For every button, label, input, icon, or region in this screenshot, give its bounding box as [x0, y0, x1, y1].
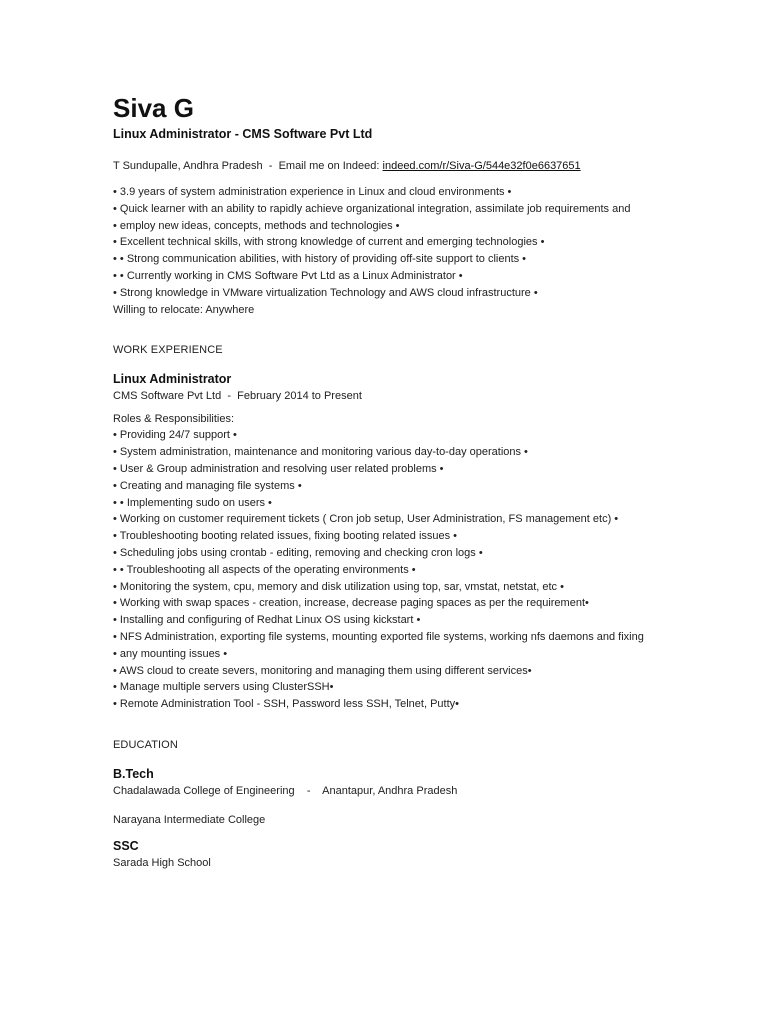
duty-item: • Working with swap spaces - creation, increase, decrease paging spaces as per the requirement•	[113, 597, 589, 610]
duty-item: • Remote Administration Tool - SSH, Password less SSH, Telnet, Putty•	[113, 698, 459, 711]
summary-item: • • Currently working in CMS Software Pvt Ltd as a Linux Administrator •	[113, 269, 463, 282]
duty-item: • Scheduling jobs using crontab - editing, removing and checking cron logs •	[113, 546, 483, 559]
education-separator: -	[306, 784, 311, 797]
duty-item: • System administration, maintenance and monitoring various day-to-day operations •	[113, 446, 528, 459]
duty-item: • User & Group administration and resolving user related problems •	[113, 462, 444, 475]
duty-item: • any mounting issues •	[113, 647, 228, 660]
summary-item: • employ new ideas, concepts, methods and technologies •	[113, 219, 400, 232]
school-name: Narayana Intermediate College	[113, 813, 266, 826]
duty-item: • Installing and configuring of Redhat Linux OS using kickstart •	[113, 614, 421, 627]
duties-list	[113, 427, 673, 713]
duty-item: • Creating and managing file systems •	[113, 479, 302, 492]
job-dates: February 2014 to Present	[237, 390, 362, 403]
email-label: Email me on Indeed:	[278, 160, 380, 172]
roles-label: Roles & Responsibilities:	[113, 413, 235, 426]
contact-line	[113, 158, 673, 174]
relocation-note: Willing to relocate: Anywhere	[113, 303, 255, 316]
job-company: CMS Software Pvt Ltd	[113, 390, 222, 403]
duty-item: • AWS cloud to create severs, monitoring and managing them using different services•	[113, 664, 532, 677]
resume-content	[113, 93, 673, 871]
duty-item: • • Troubleshooting all aspects of the operating environments •	[113, 563, 416, 576]
summary-item: • • Strong communication abilities, with history of providing off-site support to clients •	[113, 253, 527, 266]
duty-item: • Providing 24/7 support •	[113, 429, 237, 442]
job-separator: -	[227, 390, 232, 403]
duty-item: • NFS Administration, exporting file systems, mounting exported file systems, working nfs daemons and fixing	[113, 630, 644, 643]
candidate-headline: Linux Administrator - CMS Software Pvt Ltd	[113, 127, 373, 141]
duty-item: • Troubleshooting booting related issues, fixing booting related issues •	[113, 530, 458, 543]
school-name: Chadalawada College of Engineering	[113, 784, 295, 797]
summary-item: • Excellent technical skills, with strong knowledge of current and emerging technologies •	[113, 236, 545, 249]
school-location: Anantapur, Andhra Pradesh	[322, 784, 458, 797]
duty-item: • • Implementing sudo on users •	[113, 496, 272, 509]
candidate-name: Siva G	[113, 93, 194, 123]
summary-list	[113, 184, 673, 318]
education-heading: EDUCATION	[113, 738, 178, 751]
work-experience-heading: WORK EXPERIENCE	[113, 344, 223, 357]
job-meta	[113, 388, 673, 404]
duty-item: • Manage multiple servers using ClusterSSH•	[113, 681, 334, 694]
summary-item: • Strong knowledge in VMware virtualization Technology and AWS cloud infrastructure •	[113, 286, 538, 299]
degree-title: B.Tech	[113, 766, 154, 781]
duty-item: • Working on customer requirement tickets ( Cron job setup, User Administration, FS management etc) •	[113, 513, 619, 526]
contact-separator: -	[268, 160, 273, 172]
indeed-profile-link[interactable]: indeed.com/r/Siva-G/544e32f0e6637651	[382, 160, 581, 172]
degree-title: SSC	[113, 838, 139, 853]
job-title: Linux Administrator	[113, 372, 232, 387]
school-name: Sarada High School	[113, 856, 211, 869]
summary-item: • 3.9 years of system administration experience in Linux and cloud environments •	[113, 186, 512, 198]
summary-item: • Quick learner with an ability to rapidly achieve organizational integration, assimilate job requirements and	[113, 202, 631, 215]
education-meta	[113, 783, 673, 799]
duty-item: • Monitoring the system, cpu, memory and disk utilization using top, sar, vmstat, netstat, etc •	[113, 580, 564, 593]
candidate-location: T Sundupalle, Andhra Pradesh	[113, 160, 263, 172]
